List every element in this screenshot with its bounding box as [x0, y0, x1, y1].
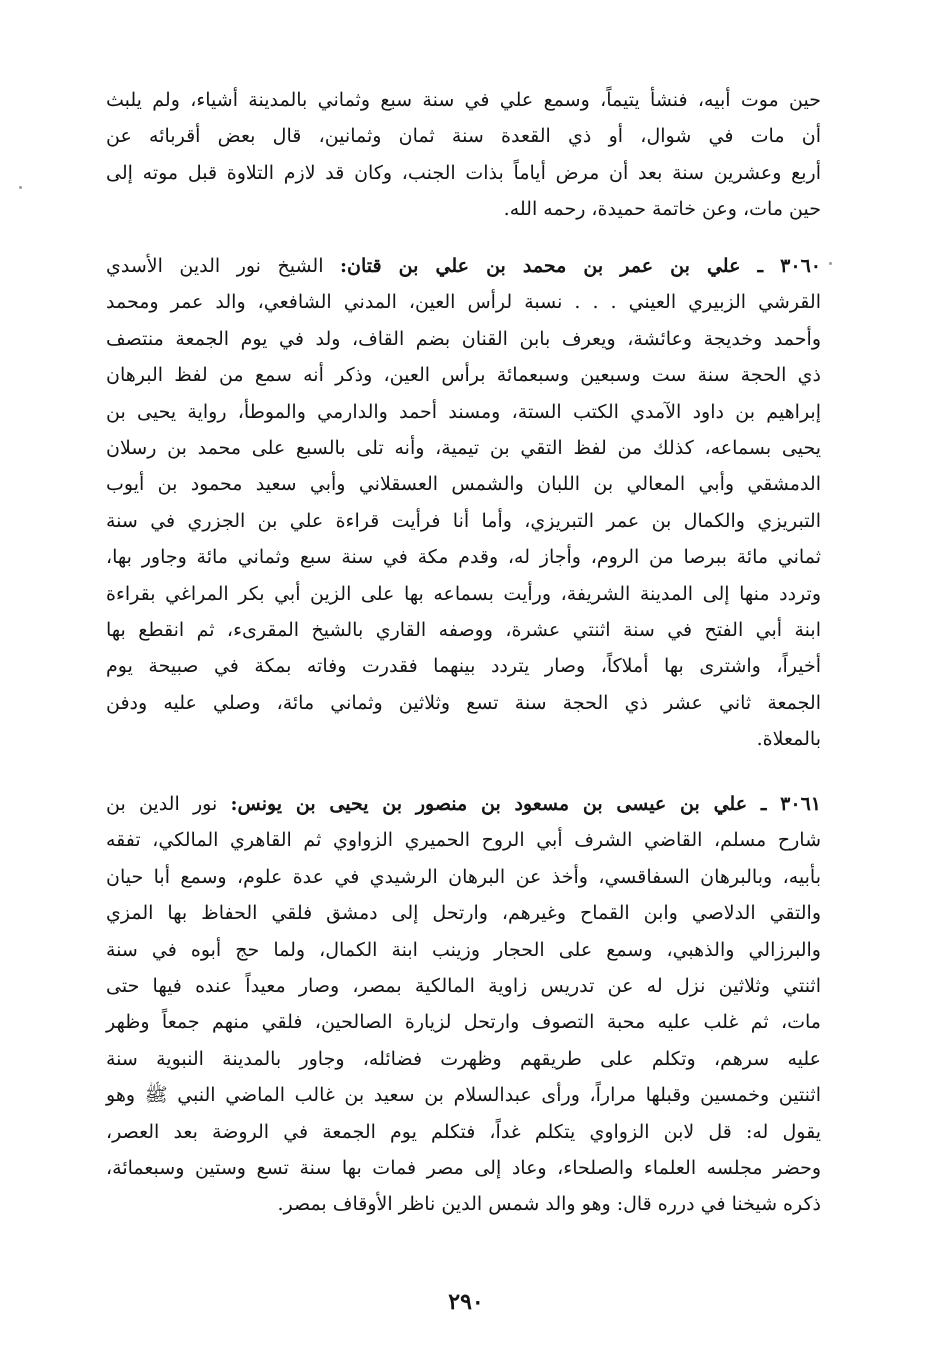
entry-heading-line [106, 248, 821, 284]
text-line: ذي الحجة سنة ست وسبعين وسبعمائة برأس العين، وذكر أنه سمع من لفظ البرهان [106, 364, 821, 387]
text-line: أن مات في شوال، أو ذي القعدة سنة ثمان وثمانين، قال بعض أقربائه عن [106, 125, 821, 148]
text-line: أربع وعشرين سنة بعد أن مرض أياماً بذات الجنب، وكان قد لازم التلاوة قبل موته إلى [106, 161, 821, 184]
text-line: الدمشقي وأبي المعالي بن اللبان والشمس العسقلاني وأبي سعيد محمود بن أيوب [106, 473, 821, 496]
text-line: وتردد منها إلى المدينة الشريفة، ورأيت بسماعه بها على الزين أبي بكر المراغي بقراءة [106, 582, 821, 605]
text-line: ذكره شيخنا في درره قال: وهو والد شمس الدين ناظر الأوقاف بمصر. [277, 1193, 821, 1216]
text-line: اثنتين وخمسين وقبلها مراراً، ورأى عبدالسلام بن سعيد بن غالب الماضي النبي ﷺ وهو [106, 1084, 821, 1107]
text-line: اثنتي وثلاثين نزل له عن تدريس زاوية المالكية بمصر، وصار معيداً عنده فيها حتى [106, 974, 821, 997]
scan-speck [19, 186, 22, 189]
text-line: الجمعة ثاني عشر ذي الحجة سنة تسع وثلاثين وثماني مائة، وصلي عليه ودفن [106, 691, 821, 714]
text-line: والبرزالي والذهبي، وسمع على الحجار وزينب ابنة الكمال، ولما حج أبوه في سنة [106, 938, 821, 961]
text-line: مات، ثم غلب عليه محبة التصوف وارتحل لزيارة الصالحين، فلقي منهم جمعاً وظهر [106, 1011, 821, 1034]
text-line: ثماني مائة ببرصا من الروم، وأجاز له، وقدم مكة في سنة سبع وثماني مائة وجاور بها، [106, 546, 821, 569]
text-line: يقول له: قل لابن الزواوي يتكلم غداً، فتكلم يوم الجمعة في الروضة بعد العصر، [106, 1120, 821, 1143]
continuation-paragraph [106, 82, 821, 228]
entry-heading-rest: الشيخ نور الدين الأسدي [106, 255, 341, 277]
entry-heading: ٣٠٦٠ ـ علي بن عمر بن محمد بن علي بن قتان: [340, 255, 821, 277]
text-line: عليه سرهم، وتكلم على طريقهم وظهرت فضائله، وجاور بالمدينة النبوية سنة [106, 1047, 821, 1070]
text-line: أخيراً، واشترى بها أملاكاً، وصار يتردد بينهما فقدرت وفاته بمكة في صبيحة يوم [106, 655, 821, 678]
scan-speck [829, 262, 832, 265]
biography-entry-3061 [106, 786, 821, 1223]
text-line: يحيى بسماعه، كذلك من لفظ التقي بن تيمية، وأنه تلى بالسبع على محمد بن رسلان [106, 436, 821, 459]
entry-heading-rest: نور الدين بن [106, 793, 231, 815]
page-number: ٢٩٠ [448, 1289, 484, 1315]
text-line: والتقي الدلاصي وابن القماح وغيرهم، وارتحل إلى دمشق فلقي الحفاظ بها المزي [106, 902, 821, 925]
text-line: وأحمد وخديجة وعائشة، ويعرف بابن القنان بضم القاف، ولد في يوم الجمعة منتصف [106, 327, 821, 350]
text-line: التبريزي والكمال بن عمر التبريزي، وأما أنا فرأيت قراءة علي بن الجزري في سنة [106, 509, 821, 532]
text-line: بالمعلاة. [756, 728, 821, 751]
text-line: شارح مسلم، القاضي الشرف أبي الروح الحميري الزواوي ثم القاهري المالكي، تفقه [106, 829, 821, 852]
text-line: بأبيه، وبالبرهان السفاقسي، وأخذ عن البرهان الرشيدي في عدة علوم، وسمع أبا حيان [106, 865, 821, 888]
biography-entry-3060 [106, 248, 821, 757]
text-line: إبراهيم بن داود الآمدي الكتب الستة، ومسند أحمد والدارمي والموطأ، رواية يحيى بن [106, 400, 821, 423]
entry-heading-line [106, 786, 821, 822]
text-line: حين مات، وعن خاتمة حميدة، رحمه الله. [503, 198, 821, 221]
text-line: حين موت أبيه، فنشأ يتيماً، وسمع علي في سنة سبع وثماني بالمدينة أشياء، ولم يلبث [106, 89, 821, 111]
entry-heading: ٣٠٦١ ـ علي بن عيسى بن مسعود بن منصور بن يحيى بن يونس: [230, 793, 821, 815]
text-line: القرشي الزبيري العيني . . . نسبة لرأس العين، المدني الشافعي، والد عمر ومحمد [106, 291, 821, 314]
text-line: ابنة أبي الفتح في سنة اثنتي عشرة، ووصفه القاري بالشيخ المقرىء، ثم انقطع بها [106, 618, 821, 641]
text-line: وحضر مجلسه العلماء والصلحاء، وعاد إلى مصر فمات بها سنة تسع وستين وسبعمائة، [106, 1156, 821, 1179]
